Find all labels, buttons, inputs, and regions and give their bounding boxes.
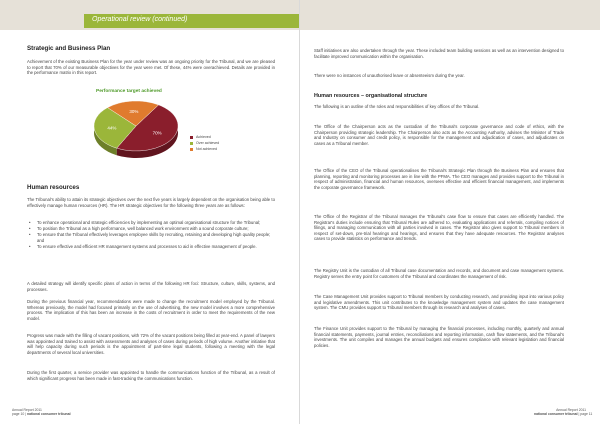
- paragraph-chairperson: The Office of the Chairperson acts as the custodian of the Tribunal's corporate governance and code of ethics, with the Chairperson providing strategic leadership. The Chairperson also acts as the Accounting Authority, advises the Minister of Trade and Industry on consumer and credit policy, is responsible for the management and adjudication of cases, and adjudicates on cases as a Tribunal member.: [314, 124, 564, 146]
- section-title: Operational review (continued): [92, 15, 188, 23]
- footer-left: [12, 408, 71, 417]
- list-item: • To enhance operational and strategic efficiencies by implementing an optimal organisational structure for the Tribunal;: [27, 220, 275, 226]
- paragraph-case-management: The Case Management Unit provides support to Tribunal members by conducting research, and providing input into various policy and legislative amendments. This unit contributes to the knowledge management system and updates the case management system. The CMU provides support to Tribunal members through its research and analyses of cases.: [314, 294, 564, 311]
- legend-swatch: [190, 136, 193, 139]
- footer-organisation: national consumer tribunal: [534, 412, 578, 417]
- legend-item-not-achieved: [190, 146, 219, 152]
- footer-page-number: page 10: [12, 412, 25, 417]
- pie-value-label: 30%: [129, 109, 139, 115]
- hr-objectives-list: [27, 220, 275, 250]
- paragraph-hr-communications: During the first quarter, a service provider was appointed to handle the communications function of the Tribunal, as a result of which significant progress has been made in fast-tracking the communications function.: [27, 370, 275, 381]
- pie-value-label: 44%: [107, 125, 117, 131]
- heading-hr: Human resources: [27, 184, 80, 191]
- list-item: • To position the Tribunal as a high performance, well balanced work environment with a sound corporate culture;: [27, 226, 275, 232]
- paragraph-staff-initiatives: Staff initiatives are also undertaken through the year. These included team building sessions as well as an intervention designed to facilitate improved communication within the organisation.: [314, 48, 564, 59]
- footer-report-title: Annual Report 2011: [12, 408, 42, 412]
- right-page: [300, 0, 600, 424]
- chart-legend: [190, 134, 219, 152]
- pie-chart: [74, 96, 224, 168]
- paragraph-leave: There were no instances of unauthorised leave or absenteeism during the year.: [314, 73, 465, 78]
- paragraph-finance: The Finance Unit provides support to the Tribunal by managing the financial processes, including monthly, quarterly and annual financial statements, payments, journal entries, reconciliations and reporting information, cash flow statements, and the Tribunal's investments. The unit compiles and manages the annual budgets and ensures compliance with relevant legislation and financial policies.: [314, 326, 564, 348]
- footer-report-title: Annual Report 2011: [556, 408, 586, 412]
- paragraph-org-intro: The following is an outline of the roles and responsibilities of key offices of the Tribunal.: [314, 104, 480, 109]
- list-item: • To ensure that the Tribunal effectively leverages employee skills by recruiting, retaining and developing high quality people; and: [27, 232, 275, 243]
- paragraph-hr-vacancies: Progress was made with the filling of vacant positions, with 72% of the vacant positions being filled at year-end. A panel of lawyers was appointed and trained to assist with assessments and analyses of cases during periods of high volume. Another initiative that will help capacity during such periods is the appointment of part-time legal students, following a meeting with the legal departments of several local universities.: [27, 333, 275, 355]
- chart-title: Performance target achieved: [96, 89, 162, 94]
- header-band: [300, 0, 600, 30]
- paragraph-registrar: The Office of the Registrar of the Tribunal manages the Tribunal's case flow to ensure that cases are efficiently handled. The Registrar's duties include ensuring that Tribunal Rules are adhered to, evaluating applications and referrals, compiling notices of filings, and managing communication with all parties involved in cases. The Registrar also gives support to Tribunal members in respect of set-down, pre-trial hearings and hearings, and ensures that they have adequate resources. The Registrar analyses cases to provide statistics on performance and trends.: [314, 214, 564, 242]
- legend-label: Over achieved: [196, 141, 220, 145]
- paragraph-hr-recruitment: During the previous financial year, recommendations were made to change the recruitment model employed by the Tribunal. Whereas previously, the model had focused primarily on the use of advertising, the new model involves a more comprehensive process. The implication of this has been an increase in the costs of recruitment in order to meet the requirements of the new model.: [27, 299, 275, 321]
- paragraph-ceo: The Office of the CEO of the Tribunal operationalises the Tribunal's Strategic Plan through the Business Plan and ensures that planning, reporting and monitoring processes are in line with the PFMA. The CEO manages and provides support to the Tribunal in respect of administration, financial and human resources, oversees effective and efficient financial management, and implements the corporate governance framework.: [314, 168, 564, 190]
- list-item: • To ensure effective and efficient HR management systems and processes to aid in effective management of people.: [27, 244, 275, 250]
- heading-strategic: Strategic and Business Plan: [27, 45, 111, 52]
- legend-swatch: [190, 142, 193, 145]
- footer-organisation: national consumer tribunal: [27, 412, 71, 417]
- footer-page-line: page 10 | national consumer tribunal: [12, 412, 71, 417]
- heading-org-structure: Human resources – organisational structure: [314, 93, 428, 99]
- paragraph-hr-intro: The Tribunal's ability to attain its strategic objectives over the next five years is largely dependent on the organisation being able to effectively manage human resources (HR). The HR strategic objectives for the following three years are as follows:: [27, 197, 275, 208]
- pie-value-label: 70%: [152, 130, 162, 136]
- paragraph-hr-foci: A detailed strategy will identify specific plans of action in terms of the following HR foci: Structure, culture, skills, systems, and processes.: [27, 281, 275, 292]
- footer-page-line: national consumer tribunal | page 11: [534, 412, 593, 417]
- legend-label: Not achieved: [196, 147, 217, 151]
- legend-label: Achieved: [196, 135, 211, 139]
- footer-page-number: page 11: [580, 412, 593, 417]
- legend-swatch: [190, 148, 193, 151]
- footer-right: [534, 408, 593, 417]
- paragraph-registry: The Registry Unit is the custodian of all Tribunal case documentation and records, and document and case management systems. Registry serves the entry point for customers of the Tribunal and coordinates the management of risk.: [314, 268, 564, 279]
- paragraph-strategic: Achievement of the existing Business Plan for the year under review was an ongoing priority for the Tribunal, and we are pleased to report that 70% of our measurable objectives for the year were met. Of these, 44% were overachieved. Details are provided in the performance matrix in this report.: [27, 59, 275, 76]
